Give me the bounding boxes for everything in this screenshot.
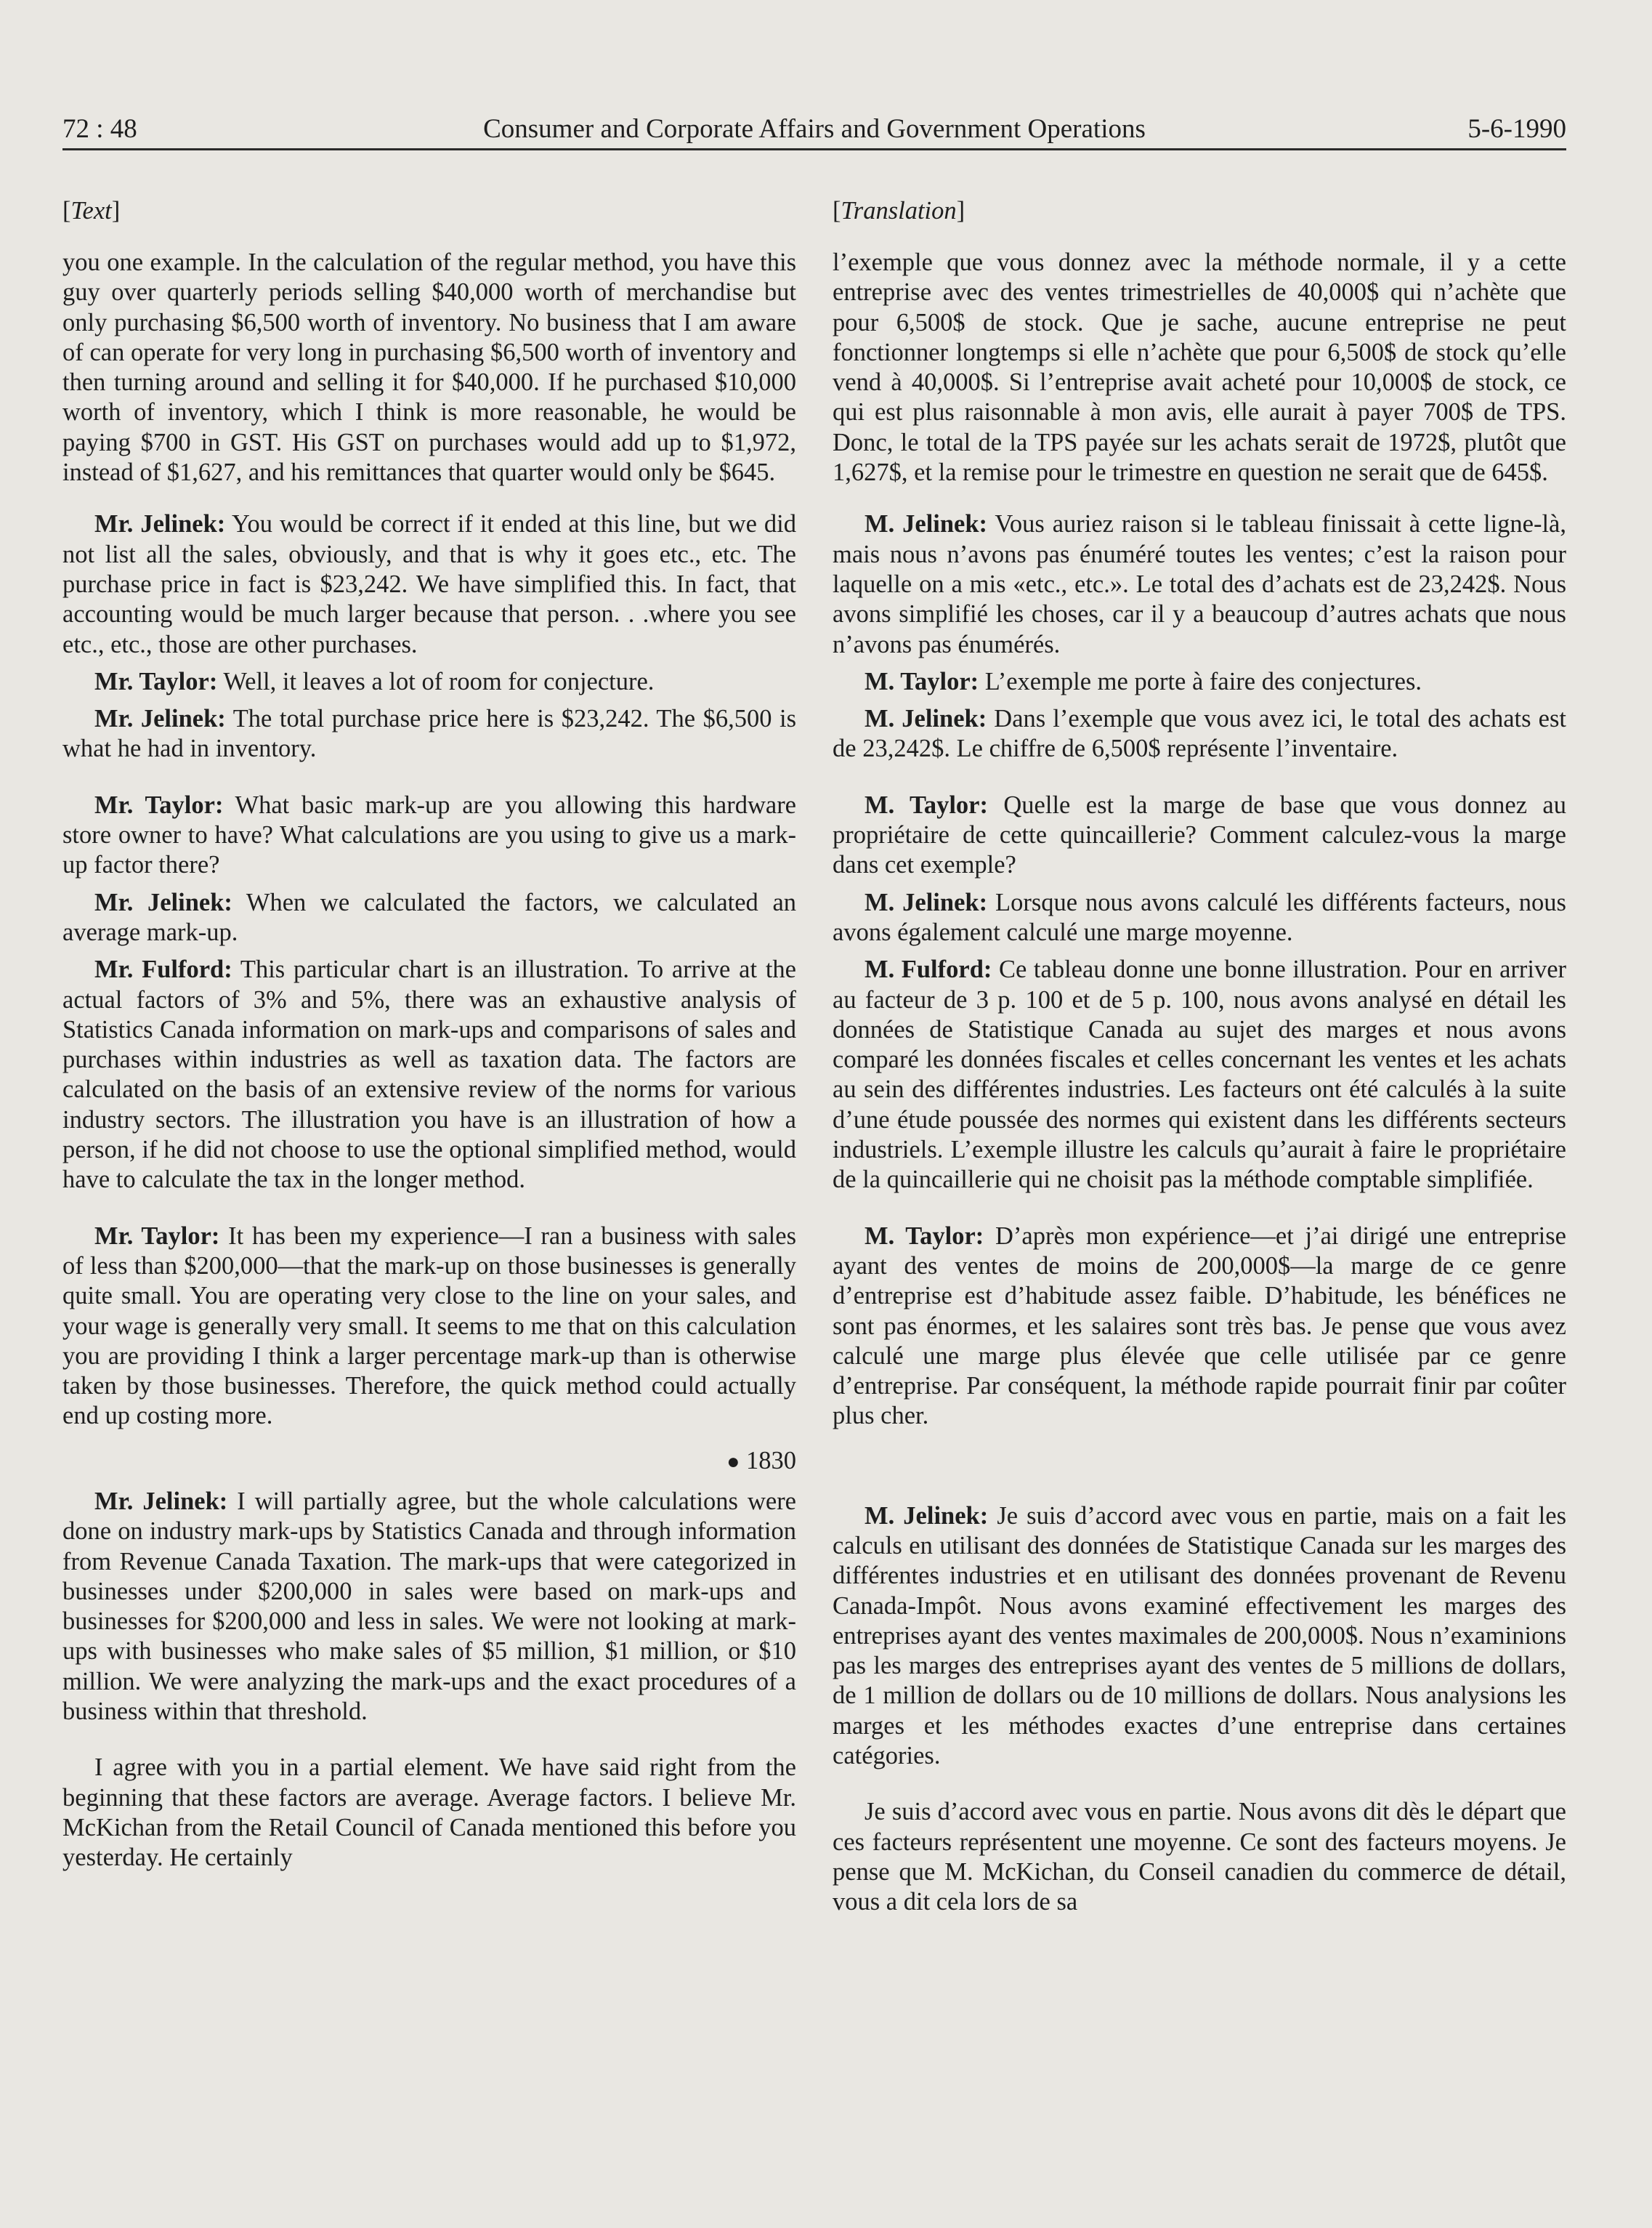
paragraph: M. Taylor: Quelle est la marge de base que vous donnez au propriétaire de cette quincaillerie? Comment calculez-vous la marge dans cet exemple?	[833, 791, 1566, 879]
paragraph: M. Jelinek: Lorsque nous avons calculé les différents facteurs, nous avons également calculé une marge moyenne.	[833, 888, 1566, 946]
paragraph: M. Fulford: Ce tableau donne une bonne illustration. Pour en arriver au facteur de 3 p. 100 et de 5 p. 100, nous avons analysé en détail les données de Statistique Canada au sujet des marges et nous avons comparé les données fiscales et celles concernant les ventes et les achats au sein des différentes industries. Les facteurs ont été calculés à la suite d’une étude poussée des normes qui existent dans les différents secteurs industriels. L’exemple illustre les calculs qu’aurait à faire le propriétaire de la quincaillerie qui ne choisit pas la méthode comptable simplifiée.	[833, 956, 1566, 1194]
bullet-icon: ●	[726, 1449, 740, 1474]
speaker-name: Mr. Jelinek:	[94, 705, 226, 733]
column-heading: [Text]	[62, 197, 121, 225]
paragraph: Mr. Taylor: It has been my experience—I ran a business with sales of less than $200,000—that the mark-up on those businesses is generally quite small. You are operating very close to the line on your sales, and your wage is generally very small. It seems to me that on this calculation you are providing I think a larger percentage mark-up than is otherwise taken by those businesses. Therefore, the quick method could actually end up costing more.	[62, 1222, 796, 1430]
paragraph: Mr. Taylor: What basic mark-up are you allowing this hardware store owner to have? What calculations are you using to give us a mark-up factor there?	[62, 791, 796, 879]
speaker-name: Mr. Fulford:	[94, 956, 232, 984]
paragraph: Mr. Jelinek: When we calculated the factors, we calculated an average mark-up.	[62, 888, 797, 946]
paragraph: Mr. Taylor: Well, it leaves a lot of room for conjecture.	[94, 667, 655, 695]
paragraph: M. Jelinek: Vous auriez raison si le tableau finissait à cette ligne-là, mais nous n’avons pas énuméré toutes les ventes; c’est la raison pour laquelle on a mis «etc., etc.». Le total des d’achats est de 23,242$. Nous avons simplifié les choses, car il y a beaucoup d’autres achats que nous n’avons pas énumérés.	[833, 510, 1566, 658]
english-column	[62, 196, 796, 1873]
time-marker: ● 1830	[726, 1446, 796, 1474]
speaker-name: M. Jelinek:	[865, 510, 988, 538]
paragraph: Mr. Jelinek: You would be correct if it ended at this line, but we did not list all the sales, obviously, and that is why it goes etc., etc. The purchase price in fact is $23,242. We have simplified this. In fact, that accounting would be much larger because that person. . .where you see etc., etc., those are other purchases.	[62, 510, 796, 658]
speaker-name: M. Fulford:	[865, 956, 992, 984]
speaker-name: Mr. Jelinek:	[94, 1487, 228, 1515]
speaker-name: Mr. Taylor:	[94, 667, 218, 695]
speaker-name: M. Jelinek:	[865, 888, 988, 916]
paragraph: Je suis d’accord avec vous en partie. Nous avons dit dès le départ que ces facteurs représentent une moyenne. Ce sont des facteurs moyens. Je pense que M. McKichan, du Conseil canadien du commerce de détail, vous a dit cela lors de sa	[833, 1798, 1566, 1916]
column-heading: [Translation]	[833, 197, 965, 225]
paragraph: Mr. Jelinek: I will partially agree, but the whole calculations were done on industry mark-ups by Statistics Canada and through information from Revenue Canada Taxation. The mark-ups that were categorized in businesses under $200,000 in sales were based on mark-ups and businesses for $200,000 and less in sales. We were not looking at mark-ups with businesses who make sales of $5 million, $1 million, or $10 million. We were analyzing the mark-ups and the exact procedures of a business within that threshold.	[62, 1487, 796, 1726]
page-number: 72 : 48	[62, 114, 137, 144]
speaker-name: M. Jelinek:	[865, 705, 987, 733]
speaker-name: Mr. Taylor:	[94, 1222, 220, 1250]
french-column	[833, 196, 1566, 1918]
paragraph: M. Jelinek: Dans l’exemple que vous avez ici, le total des achats est de 23,242$. Le chiffre de 6,500$ représente l’inventaire.	[833, 705, 1566, 763]
paragraph: you one example. In the calculation of the regular method, you have this guy over quarterly periods selling $40,000 worth of merchandise but only purchasing $6,500 worth of inventory. No business that I am aware of can operate for very long in purchasing $6,500 worth of inventory and then turning around and selling it for $40,000. If he purchased $10,000 worth of inventory, which I think is more reasonable, he would be paying $700 in GST. His GST on purchases would add up to $1,972, instead of $1,627, and his remittances that quarter would only be $645.	[62, 249, 796, 487]
paragraph: M. Taylor: D’après mon expérience—et j’ai dirigé une entreprise ayant des ventes de moins de 200,000$—la marge de ce genre d’entreprise est d’habitude assez faible. D’habitude, les bénéfices ne sont pas énormes, et les salaires sont très bas. Je pense que vous avez calculé une marge plus élevée que celle utilisée par ce genre d’entreprise. Par conséquent, la méthode rapide pourrait finir par coûter plus cher.	[833, 1222, 1566, 1430]
speaker-name: Mr. Taylor:	[94, 791, 224, 819]
paragraph: Mr. Fulford: This particular chart is an illustration. To arrive at the actual factors of 3% and 5%, there was an exhaustive analysis of Statistics Canada information on mark-ups and comparisons of sales and purchases within industries as well as taxation data. The factors are calculated on the basis of an extensive review of the norms for various industry sectors. The illustration you have is an illustration of how a person, if he did not choose to use the optional simplified method, would have to calculate the tax in the longer method.	[62, 956, 796, 1194]
speaker-name: M. Jelinek:	[865, 1501, 989, 1530]
page-header	[62, 109, 1566, 150]
paragraph: I agree with you in a partial element. We have said right from the beginning that these factors are average. Average factors. I believe Mr. McKichan from the Retail Council of Canada mentioned this before you yesterday. He certainly	[62, 1753, 796, 1872]
paragraph: M. Taylor: L’exemple me porte à faire des conjectures.	[865, 667, 1422, 695]
paragraph: M. Jelinek: Je suis d’accord avec vous en partie, mais on a fait les calculs en utilisant des données de Statistique Canada sur les marges des différentes industries et en utilisant des données provenant de Revenu Canada-Impôt. Nous avons examiné effectivement les marges des entreprises ayant des ventes maximales de 200,000$. Nous n’examinions pas les marges des entreprises ayant des ventes de 5 millions de dollars, de 1 million de dollars ou de 10 millions de dollars. Nous analysions les marges et les méthodes exactes d’une entreprise dans certaines catégories.	[833, 1501, 1566, 1770]
speaker-name: M. Taylor:	[865, 667, 979, 695]
paragraph: l’exemple que vous donnez avec la méthode normale, il y a cette entreprise avec des ventes trimestrielles de 40,000$ qui n’achète que pour 6,500$ de stock. Que je sache, aucune entreprise ne peut fonctionner longtemps si elle n’achète que pour 6,500$ de stock qu’elle vend à 40,000$. Si l’entreprise avait acheté pour 10,000$ de stock, ce qui est plus raisonnable à mon avis, elle aurait à payer 700$ de TPS. Donc, le total de la TPS payée sur les achats serait de 1972$, plutôt que 1,627$, et la remise pour le trimestre en question ne serait que de 645$.	[833, 249, 1566, 487]
speaker-name: Mr. Jelinek:	[94, 888, 232, 916]
publication-title: Consumer and Corporate Affairs and Government Operations	[483, 114, 1146, 144]
speaker-name: M. Taylor:	[865, 1222, 984, 1250]
speaker-name: M. Taylor:	[865, 791, 988, 819]
speaker-name: Mr. Jelinek:	[94, 510, 226, 538]
paragraph: Mr. Jelinek: The total purchase price here is $23,242. The $6,500 is what he had in inventory.	[62, 705, 796, 763]
session-date: 5-6-1990	[1467, 114, 1566, 144]
